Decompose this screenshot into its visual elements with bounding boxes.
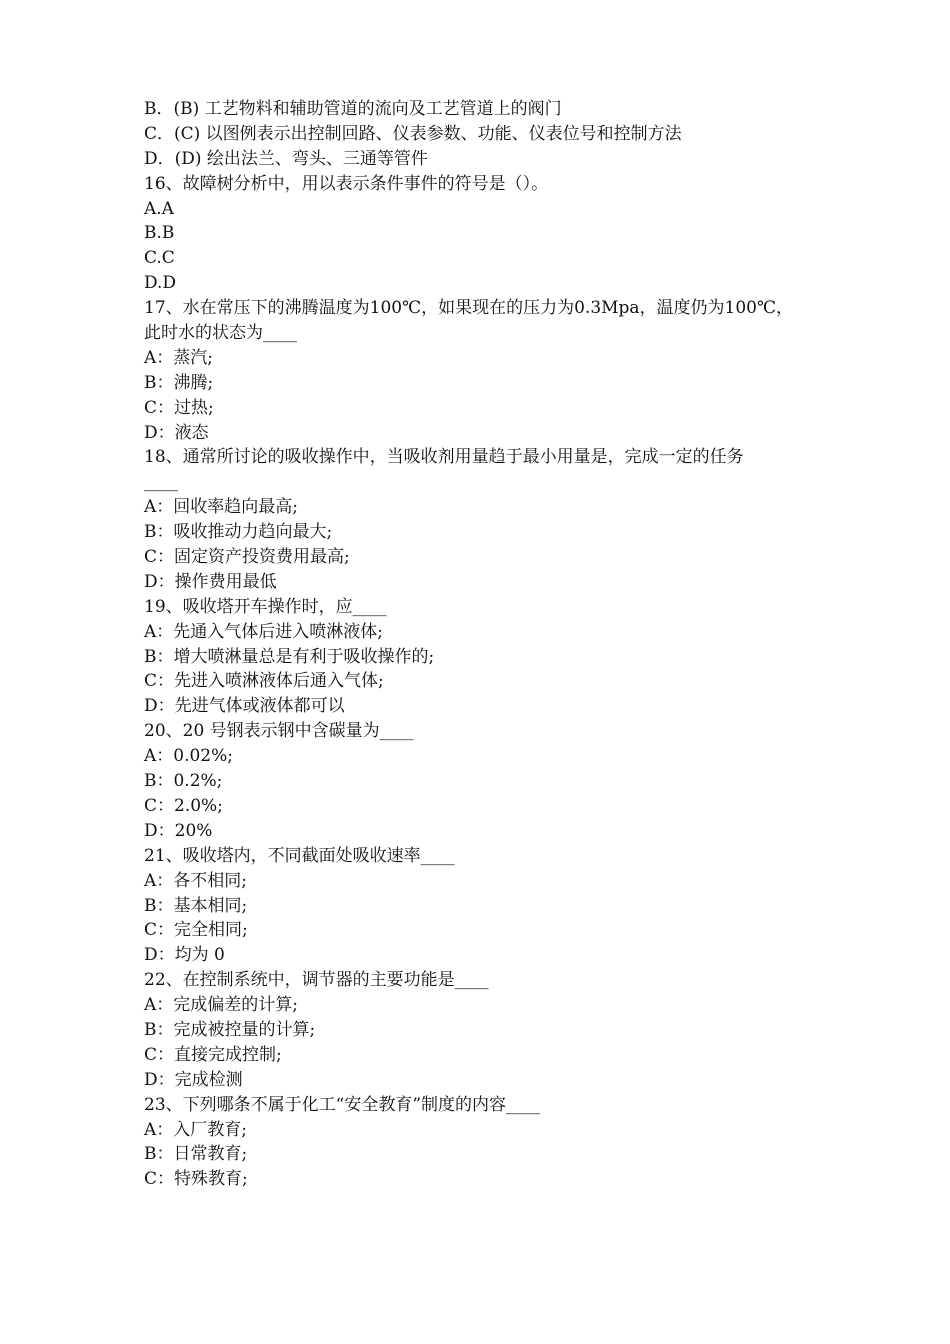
- question-20: 20、20 号钢表示钢中含碳量为____: [144, 721, 414, 742]
- option-line: C：固定资产投资费用最高;: [144, 547, 350, 568]
- option-line: A：回收率趋向最高;: [144, 497, 299, 518]
- option-line: D：20%: [144, 820, 213, 841]
- option-line: C：过热;: [144, 397, 214, 418]
- option-line: B：基本相同;: [144, 895, 248, 916]
- option-line: A：蒸汽;: [144, 347, 214, 368]
- option-line: C：2.0%;: [144, 795, 223, 816]
- option-line: C：完全相同;: [144, 920, 248, 941]
- option-line: B：吸收推动力趋向最大;: [144, 522, 333, 543]
- question-16: 16、故障树分析中，用以表示条件事件的符号是（）。: [144, 173, 549, 194]
- option-line: A：各不相同;: [144, 870, 248, 891]
- option-line: A：0.02%;: [144, 746, 234, 767]
- document-body: [144, 97, 824, 1192]
- option-line: B：增大喷淋量总是有利于吸收操作的;: [144, 646, 435, 667]
- question-17-cont: 此时水的状态为____: [144, 323, 297, 344]
- option-line: D：操作费用最低: [144, 571, 277, 592]
- question-22: 22、在控制系统中，调节器的主要功能是____: [144, 970, 489, 991]
- question-17: 17、水在常压下的沸腾温度为100℃，如果现在的压力为0.3Mpa，温度仍为100℃，: [144, 298, 794, 319]
- option-line: B：完成被控量的计算;: [144, 1019, 316, 1040]
- option-line: D.D: [144, 273, 177, 294]
- option-line: A：先通入气体后进入喷淋液体;: [144, 621, 384, 642]
- option-line: D：完成检测: [144, 1069, 243, 1090]
- question-23: 23、下列哪条不属于化工“安全教育”制度的内容____: [144, 1094, 541, 1115]
- option-line: B：0.2%;: [144, 771, 223, 792]
- option-line: D：液态: [144, 422, 209, 443]
- question-21: 21、吸收塔内，不同截面处吸收速率____: [144, 845, 455, 866]
- option-line: C：特殊教育;: [144, 1169, 248, 1190]
- option-line: A：完成偏差的计算;: [144, 995, 299, 1016]
- option-line: C．(C) 以图例表示出控制回路、仪表参数、功能、仪表位号和控制方法: [144, 123, 682, 144]
- option-line: B：沸腾;: [144, 372, 214, 393]
- question-18-blank: ____: [144, 472, 178, 493]
- option-line: B：日常教育;: [144, 1144, 248, 1165]
- option-line: D．(D) 绘出法兰、弯头、三通等管件: [144, 148, 428, 169]
- option-line: B.B: [144, 223, 175, 244]
- option-line: B．(B) 工艺物料和辅助管道的流向及工艺管道上的阀门: [144, 99, 562, 119]
- option-line: D：先进气体或液体都可以: [144, 696, 345, 717]
- option-line: D：均为 0: [144, 945, 225, 966]
- option-line: C：先进入喷淋液体后通入气体;: [144, 671, 384, 692]
- question-18: 18、通常所讨论的吸收操作中，当吸收剂用量趋于最小用量是，完成一定的任务: [144, 447, 744, 468]
- option-line: A：入厂教育;: [144, 1119, 248, 1140]
- option-line: A.A: [144, 198, 174, 219]
- question-19: 19、吸收塔开车操作时，应____: [144, 596, 387, 617]
- option-line: C.C: [144, 248, 175, 269]
- option-line: C：直接完成控制;: [144, 1044, 282, 1065]
